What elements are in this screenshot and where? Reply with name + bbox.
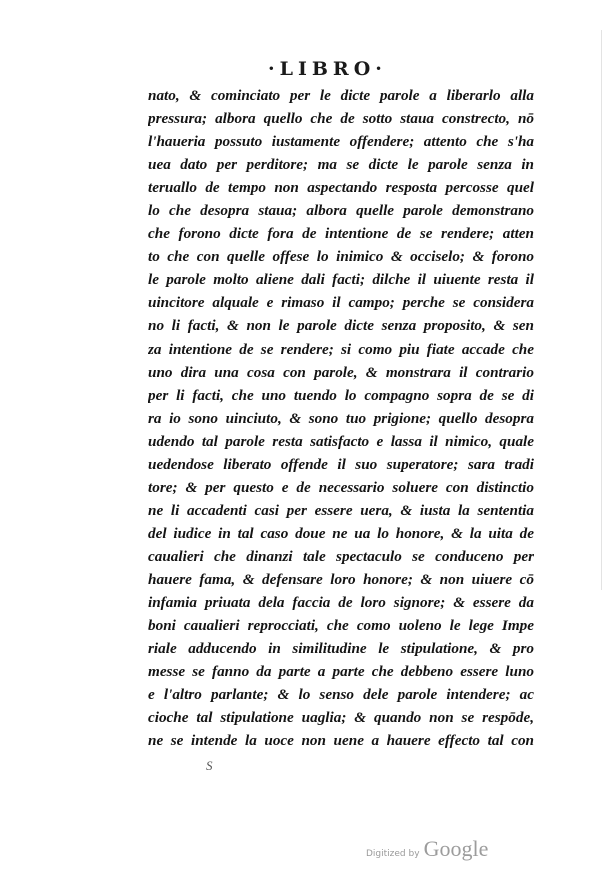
text-line: caualieri che dinanzi tale spectaculo se conduceno per	[148, 547, 534, 565]
text-line: teruallo de tempo non aspectando resposta percosse quel	[148, 179, 534, 197]
text-line: ne li accadenti casi per essere uera, & iusta la sententia	[148, 501, 534, 519]
text-line: uedendose liberato offende il suo superatore; sara tradi	[148, 455, 534, 473]
text-line: to che con quelle offese lo inimico & occiselo; & forono	[148, 248, 534, 266]
running-head: ·LIBRO·	[268, 58, 387, 80]
text-line: del iudice in tal caso doue ne ua lo honore, & la uita de	[148, 524, 534, 542]
page-edge-line	[601, 30, 602, 590]
watermark-brand: Google	[423, 836, 489, 861]
text-line: l'haueria possuto iustamente offendere; attento che s'ha	[148, 133, 534, 151]
text-line: uea dato per perditore; ma se dicte le parole senza in	[148, 156, 534, 174]
text-line: messe se fanno da parte a parte che debbeno essere luno	[148, 663, 534, 681]
text-line: per li facti, che uno tuendo lo compagno sopra de se di	[148, 386, 534, 404]
text-line: che forono dicte fora de intentione de se rendere; atten	[148, 225, 534, 243]
text-line: le parole molto aliene dali facti; dilche il uiuente resta il	[148, 271, 534, 289]
text-line: boni caualieri reprocciati, che como uoleno le lege Impe	[148, 617, 534, 635]
text-line: pressura; albora quello che de sotto staua constrecto, nō	[148, 110, 534, 128]
text-line: hauere fama, & defensare loro honore; & non uiuere cō	[148, 570, 534, 588]
text-line: riale adducendo in similitudine le stipulatione, & pro	[148, 640, 534, 658]
text-line: za intentione de se rendere; si como piu fiate accade che	[148, 340, 534, 358]
text-line: tore; & per questo e de necessario soluere con distinctio	[148, 478, 534, 496]
text-line: no li facti, & non le parole dicte senza proposito, & sen	[148, 317, 534, 335]
text-line: nato, & cominciato per le dicte parole a liberarlo alla	[148, 87, 534, 104]
text-line: udendo tal parole resta satisfacto e lassa il nimico, quale	[148, 432, 534, 450]
text-line: ra io sono uinciuto, & sono tuo prigione; quello desopra	[148, 409, 534, 427]
text-line: uincitore alquale e rimaso il campo; perche se considera	[148, 294, 534, 312]
text-line: ne se intende la uoce non uene a hauere effecto tal con	[148, 732, 534, 750]
text-line: infamia priuata dela faccia de loro signore; & essere da	[148, 594, 534, 612]
text-line: lo che desopra staua; albora quelle parole demonstrano	[148, 202, 534, 220]
body-text	[148, 84, 534, 752]
text-line: uno dira una cosa con parole, & monstrara il contrario	[148, 363, 534, 381]
text-line: e l'altro parlante; & lo senso dele parole intendere; ac	[148, 686, 534, 704]
text-line: cioche tal stipulatione uaglia; & quando non se respōde,	[148, 709, 534, 727]
signature-mark: S	[206, 758, 213, 773]
digitized-watermark	[366, 836, 488, 862]
watermark-prefix: Digitized by	[366, 849, 420, 859]
